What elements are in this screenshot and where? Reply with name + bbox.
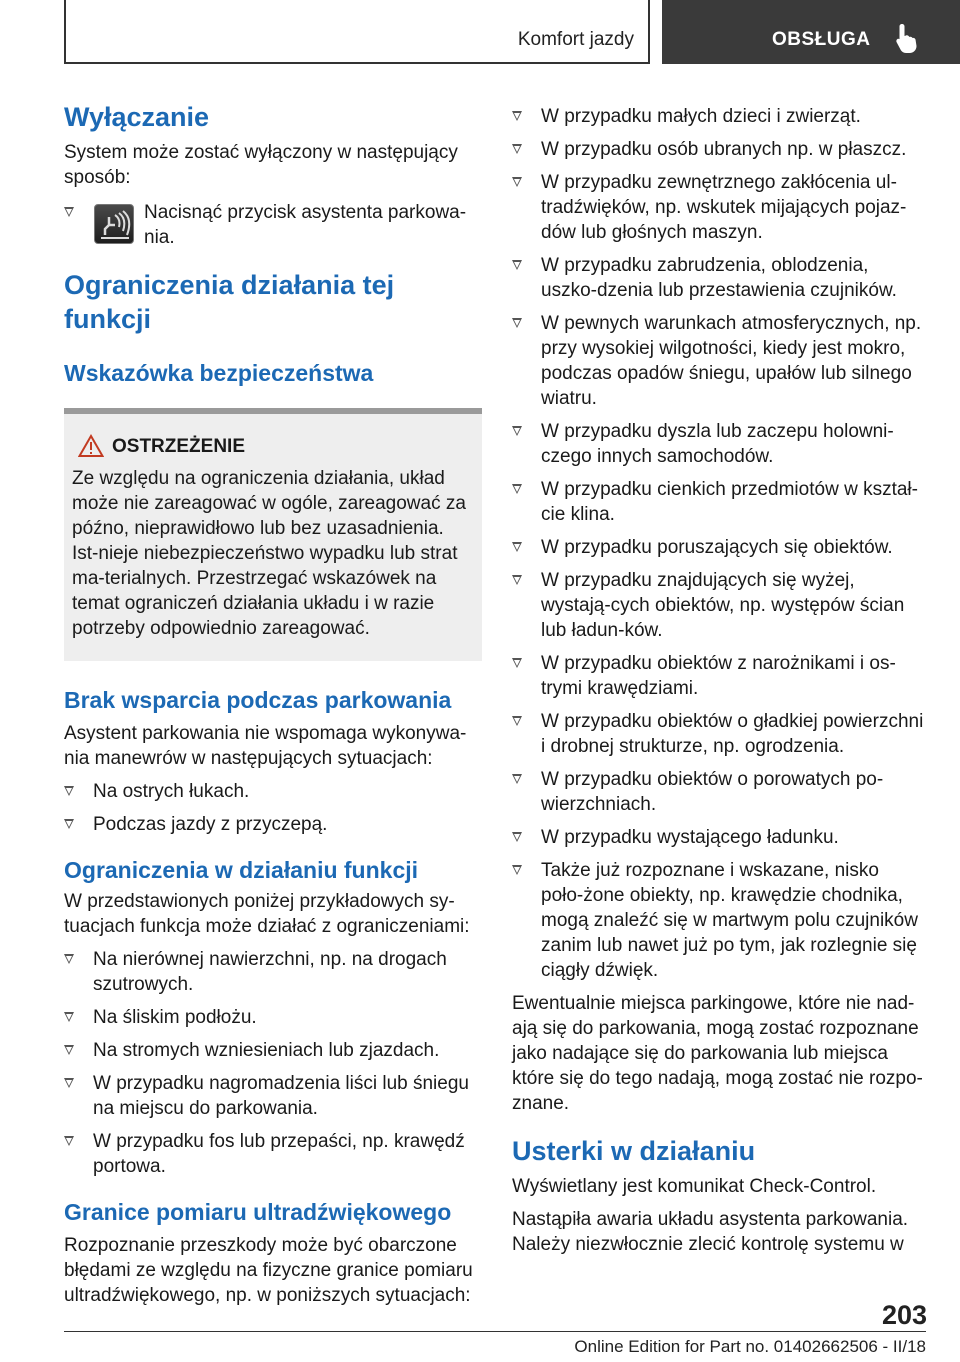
triangle-bullet-icon xyxy=(64,1136,74,1146)
ogrw-text: W przedstawionych poniżej przykładowych sy‐tuacjach funkcja może działać z ograniczeniami: xyxy=(64,891,470,937)
list-item: W przypadku wystającego ładunku. xyxy=(512,825,926,850)
triangle-bullet-icon xyxy=(64,786,74,796)
section-box xyxy=(64,0,650,64)
brak-text: Asystent parkowania nie wspomaga wykonywa‐nia manewrów w następujących sytuacjach: xyxy=(64,723,467,769)
list-item: W przypadku znajdujących się wyżej, wystają‐cych obiektów, np. występów ścian lub ładun‐ków. xyxy=(512,568,926,643)
heading-brak-wsparcia: Brak wsparcia podczas parkowania xyxy=(64,687,452,713)
chapter-title: OBSŁUGA xyxy=(772,29,871,50)
list-item: Na nierównej nawierzchni, np. na drogach szutrowych. xyxy=(64,947,482,997)
heading-wylaczanie: Wyłączanie xyxy=(64,102,210,132)
triangle-bullet-icon xyxy=(512,144,522,154)
chapter-tab xyxy=(662,0,960,64)
ogrw-list xyxy=(64,947,482,1179)
warning-box xyxy=(64,408,482,661)
triangle-bullet-icon xyxy=(512,111,522,121)
usterki-text-2: Nastąpiła awaria układu asystenta parkowania. Należy niezwłocznie zlecić kontrolę systemu w xyxy=(512,1209,909,1255)
ewentualnie-text: Ewentualnie miejsca parkingowe, które nie nad‐ają się do parkowania, mogą zostać rozpoznane jako nadające się do parkowania lub miejsca które się do tego nadają, mogą zostać nie rozpo‐znane. xyxy=(512,993,923,1114)
list-item: W przypadku obiektów o gładkiej powierzchni i drobnej strukturze, np. ogrodzenia. xyxy=(512,709,926,759)
section-title: Komfort jazdy xyxy=(517,29,634,50)
hand-pointer-icon xyxy=(894,22,920,54)
triangle-bullet-icon xyxy=(512,484,522,494)
triangle-bullet-icon xyxy=(512,774,522,784)
triangle-bullet-icon xyxy=(64,1078,74,1088)
warning-triangle-icon xyxy=(78,434,104,458)
list-item: Na ostrych łukach. xyxy=(64,779,482,804)
triangle-bullet-icon xyxy=(512,426,522,436)
triangle-bullet-icon xyxy=(512,542,522,552)
triangle-bullet-icon xyxy=(64,954,74,964)
list-item: W przypadku obiektów z narożnikami i os‐trymi krawędziami. xyxy=(512,651,926,701)
usterki-text-1: Wyświetlany jest komunikat Check-Control. xyxy=(512,1176,877,1197)
heading-granice: Granice pomiaru ultradźwiękowego xyxy=(64,1199,452,1225)
brak-list xyxy=(64,779,482,837)
granice-text: Rozpoznanie przeszkody może być obarczone błędami ze względu na fizyczne granice pomiaru ultradźwiękowego, np. w poniższych sytuacjach: xyxy=(64,1235,473,1306)
list-item: W pewnych warunkach atmosferycznych, np. przy wysokiej wilgotności, kiedy jest mokro, podczas opadów śniegu, upałów lub silnego wiatru. xyxy=(512,311,926,411)
wylaczanie-text: System może zostać wyłączony w następujący sposób: xyxy=(64,142,458,188)
triangle-bullet-icon xyxy=(64,819,74,829)
triangle-bullet-icon xyxy=(512,318,522,328)
list-item: W przypadku dyszla lub zaczepu holowni‐czego innych samochodów. xyxy=(512,419,926,469)
list-item xyxy=(64,200,482,250)
list-item: Na stromych wzniesieniach lub zjazdach. xyxy=(64,1038,482,1063)
list-item: W przypadku poruszających się obiektów. xyxy=(512,535,926,560)
left-column xyxy=(64,100,482,1308)
list-item: W przypadku fos lub przepaści, np. krawędź portowa. xyxy=(64,1129,482,1179)
heading-ograniczenia: Ograniczenia działania tej funkcji xyxy=(64,270,395,334)
park-assist-button-icon xyxy=(94,204,134,244)
triangle-bullet-icon xyxy=(512,865,522,875)
list-item: Podczas jazdy z przyczepą. xyxy=(64,812,482,837)
list-item: W przypadku cienkich przedmiotów w kształ‐cie klina. xyxy=(512,477,926,527)
ultrasonic-list xyxy=(512,104,926,983)
heading-ograniczenia-w-dzialaniu: Ograniczenia w działaniu funkcji xyxy=(64,857,419,883)
list-item: Na śliskim podłożu. xyxy=(64,1005,482,1030)
triangle-bullet-icon xyxy=(512,575,522,585)
triangle-bullet-icon xyxy=(512,832,522,842)
list-item: W przypadku małych dzieci i zwierząt. xyxy=(512,104,926,129)
list-item: Także już rozpoznane i wskazane, nisko poło‐żone obiekty, np. krawędzie chodnika, mogą znaleźć się w martwym polu czujników zanim lub nawet już po tym, jak rozlegnie się ciągły dźwięk. xyxy=(512,858,926,983)
triangle-bullet-icon xyxy=(64,1012,74,1022)
heading-wskazowka: Wskazówka bezpieczeństwa xyxy=(64,360,374,386)
list-item: W przypadku obiektów o porowatych po‐wierzchniach. xyxy=(512,767,926,817)
triangle-bullet-icon xyxy=(512,658,522,668)
list-item: W przypadku osób ubranych np. w płaszcz. xyxy=(512,137,926,162)
right-column xyxy=(512,104,926,1257)
list-item: W przypadku zabrudzenia, oblodzenia, uszko‐dzenia lub przestawienia czujników. xyxy=(512,253,926,303)
triangle-bullet-icon xyxy=(512,177,522,187)
page-number: 203 xyxy=(882,1300,928,1330)
footer-divider xyxy=(64,1331,926,1332)
triangle-bullet-icon xyxy=(64,1045,74,1055)
wylaczanie-item-text: Nacisnąć przycisk asystenta parkowa‐nia. xyxy=(144,202,467,248)
triangle-bullet-icon xyxy=(512,716,522,726)
footer-edition: Online Edition for Part no. 01402662506 - II/18 xyxy=(574,1337,926,1356)
heading-usterki: Usterki w działaniu xyxy=(512,1136,756,1166)
triangle-bullet-icon xyxy=(512,260,522,270)
list-item: W przypadku zewnętrznego zakłócenia ul‐tradźwięków, np. wskutek mijających pojaz‐dów lub głośnych maszyn. xyxy=(512,170,926,245)
triangle-bullet-icon xyxy=(64,207,74,217)
warning-label: OSTRZEŻENIE xyxy=(112,436,246,457)
page-header xyxy=(0,0,960,66)
list-item: W przypadku nagromadzenia liści lub śniegu na miejscu do parkowania. xyxy=(64,1071,482,1121)
warning-header xyxy=(72,434,474,460)
warning-text: Ze względu na ograniczenia działania, układ może nie zareagować w ogóle, zareagować za późno, nieprawidłowo lub bez uzasadnienia. Ist‐nieje niebezpieczeństwo wypadku lub strat ma‐terialnych. Przestrzegać wskazówek na temat ograniczeń działania układu i w razie potrzeby odpowiednio zareagować. xyxy=(72,468,466,639)
